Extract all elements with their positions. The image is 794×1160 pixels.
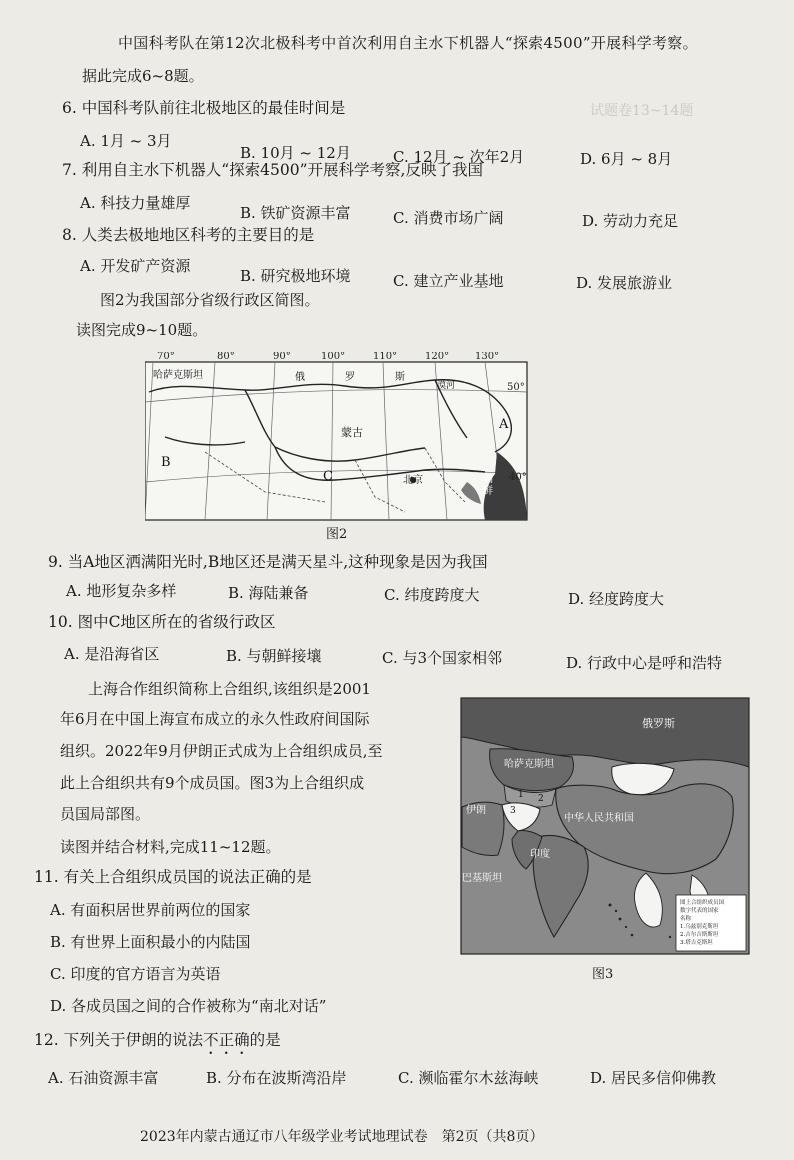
map-label-korea-1: 朝 xyxy=(483,474,493,485)
question-10-option-b[interactable]: B. 与朝鲜接壤 xyxy=(226,647,322,665)
figure2-map xyxy=(145,352,532,522)
fig3-legend xyxy=(676,895,746,951)
map-label-mohe: 漠河 xyxy=(437,381,456,391)
question-7-option-c[interactable]: C. 消费市场广阔 xyxy=(393,209,504,227)
question-12-option-b[interactable]: B. 分布在波斯湾沿岸 xyxy=(206,1069,347,1087)
question-9-option-d[interactable]: D. 经度跨度大 xyxy=(568,590,665,608)
question-10-stem: 10. 图中C地区所在的省级行政区 xyxy=(48,613,276,631)
sco-passage-line3: 组织。2022年9月伊朗正式成为上合组织成员,至 xyxy=(60,742,383,760)
map-point-a: A xyxy=(499,417,509,432)
map-label-kazakhstan: 哈萨克斯坦 xyxy=(153,370,203,381)
question-6-option-a[interactable]: A. 1月 ~ 3月 xyxy=(80,132,172,150)
lon-label: 90° xyxy=(273,352,291,362)
lon-label: 110° xyxy=(373,352,398,362)
figure2-instruction: 读图完成9~10题。 xyxy=(76,321,208,339)
question-12-stem-post: 的是 xyxy=(249,1031,281,1049)
sco-passage-line5: 员国局部图。 xyxy=(60,805,151,823)
map-label-russia-2: 罗 xyxy=(345,372,355,383)
question-11-option-a[interactable]: A. 有面积居世界前两位的国家 xyxy=(50,901,251,919)
figure3-instruction: 读图并结合材料,完成11~12题。 xyxy=(60,838,281,856)
question-7-option-b[interactable]: B. 铁矿资源丰富 xyxy=(240,204,351,222)
figure2-caption: 图2 xyxy=(326,527,348,542)
legend-line: 数字代表的国家 xyxy=(680,908,719,914)
intro-text-line2: 据此完成6~8题。 xyxy=(82,67,204,85)
lon-label: 130° xyxy=(475,352,500,362)
legend-line: 2.吉尔吉斯斯坦 xyxy=(680,932,719,938)
map-label-mongolia: 蒙古 xyxy=(341,426,363,439)
question-7-stem: 7. 利用自主水下机器人“探索4500”开展科学考察,反映了我国 xyxy=(62,161,483,179)
sco-passage-line4: 此上合组织共有9个成员国。图3为上合组织成 xyxy=(60,774,365,792)
fig3-label-china: 中华人民共和国 xyxy=(564,813,634,824)
question-11-option-d[interactable]: D. 各成员国之间的合作被称为“南北对话” xyxy=(50,997,327,1015)
question-10-option-a[interactable]: A. 是沿海省区 xyxy=(64,645,160,663)
map-label-russia-1: 俄 xyxy=(295,372,305,383)
question-6-option-d[interactable]: D. 6月 ~ 8月 xyxy=(580,150,673,168)
fig3-label-india: 印度 xyxy=(530,849,550,860)
sco-passage-line1: 上海合作组织简称上合组织,该组织是2001 xyxy=(88,680,371,698)
bleed-through-text: 试题卷13~14题 xyxy=(590,103,694,119)
question-6-stem: 6. 中国科考队前往北极地区的最佳时间是 xyxy=(62,99,346,117)
question-12-option-c[interactable]: C. 濒临霍尔木兹海峡 xyxy=(398,1069,539,1087)
question-8-option-b[interactable]: B. 研究极地环境 xyxy=(240,267,351,285)
question-8-option-a[interactable]: A. 开发矿产资源 xyxy=(80,257,191,275)
intro-text-line1: 中国科考队在第12次北极科考中首次利用自主水下机器人“探索4500”开展科学考察。 xyxy=(118,34,698,52)
legend-line: 3.塔吉克斯坦 xyxy=(680,940,713,946)
figure3-map xyxy=(460,697,750,955)
question-9-option-c[interactable]: C. 纬度跨度大 xyxy=(384,586,480,604)
question-12-option-a[interactable]: A. 石油资源丰富 xyxy=(48,1069,159,1087)
question-12-option-d[interactable]: D. 居民多信仰佛教 xyxy=(590,1069,717,1087)
lon-label: 120° xyxy=(425,352,450,362)
question-12-stem-pre: 12. 下列关于伊朗的说法 xyxy=(34,1031,204,1049)
legend-line: 名称 xyxy=(680,916,692,922)
question-9-stem: 9. 当A地区洒满阳光时,B地区还是满天星斗,这种现象是因为我国 xyxy=(48,553,488,571)
map-label-beijing: 北京 xyxy=(403,475,423,486)
figure3-caption: 图3 xyxy=(592,967,614,982)
question-9-option-b[interactable]: B. 海陆兼备 xyxy=(228,584,309,602)
lon-label: 100° xyxy=(321,352,346,362)
lon-label: 70° xyxy=(157,352,175,362)
lat-label: 40° xyxy=(509,472,527,483)
question-12-stem-emphasis: 不正确 xyxy=(203,1031,250,1049)
question-8-option-c[interactable]: C. 建立产业基地 xyxy=(393,272,504,290)
question-11-stem: 11. 有关上合组织成员国的说法正确的是 xyxy=(34,868,312,886)
fig3-number-3: 3 xyxy=(510,806,516,816)
question-8-option-d[interactable]: D. 发展旅游业 xyxy=(576,274,673,292)
legend-line: 图上合组织成员国 xyxy=(680,900,725,906)
fig3-number-2: 2 xyxy=(538,794,544,804)
question-11-option-c[interactable]: C. 印度的官方语言为英语 xyxy=(50,965,221,983)
question-6-option-b[interactable]: B. 10月 ~ 12月 xyxy=(240,144,351,162)
question-6-option-c[interactable]: C. 12月 ~ 次年2月 xyxy=(393,148,525,166)
question-12-stem xyxy=(34,1030,281,1058)
sco-passage-line2: 年6月在中国上海宣布成立的永久性政府间国际 xyxy=(60,710,370,728)
figure2-map-svg xyxy=(145,352,532,522)
question-10-option-d[interactable]: D. 行政中心是呼和浩特 xyxy=(566,654,723,672)
question-8-stem: 8. 人类去极地地区科考的主要目的是 xyxy=(62,226,315,244)
question-10-option-c[interactable]: C. 与3个国家相邻 xyxy=(382,649,503,667)
legend-line: 1.乌兹别克斯坦 xyxy=(680,924,719,930)
page-footer: 2023年内蒙古通辽市八年级学业考试地理试卷 第2页（共8页） xyxy=(140,1129,544,1145)
fig3-label-iran: 伊朗 xyxy=(466,805,486,816)
map-point-c: C xyxy=(323,469,333,484)
fig3-label-kazakhstan: 哈萨克斯坦 xyxy=(504,759,554,770)
question-9-option-a[interactable]: A. 地形复杂多样 xyxy=(66,582,177,600)
map-label-korea-2: 鲜 xyxy=(483,486,493,497)
lat-label: 50° xyxy=(507,382,525,393)
fig3-number-1: 1 xyxy=(518,790,524,800)
question-7-option-a[interactable]: A. 科技力量雄厚 xyxy=(80,194,191,212)
map-label-russia-3: 斯 xyxy=(395,372,405,383)
figure2-intro: 图2为我国部分省级行政区简图。 xyxy=(100,291,320,309)
question-11-option-b[interactable]: B. 有世界上面积最小的内陆国 xyxy=(50,933,251,951)
lon-label: 80° xyxy=(217,352,235,362)
figure3-map-svg xyxy=(460,697,750,955)
question-7-option-d[interactable]: D. 劳动力充足 xyxy=(582,212,679,230)
map-point-b: B xyxy=(161,455,171,470)
fig3-label-russia: 俄罗斯 xyxy=(642,717,675,730)
fig3-label-pakistan: 巴基斯坦 xyxy=(462,873,502,884)
